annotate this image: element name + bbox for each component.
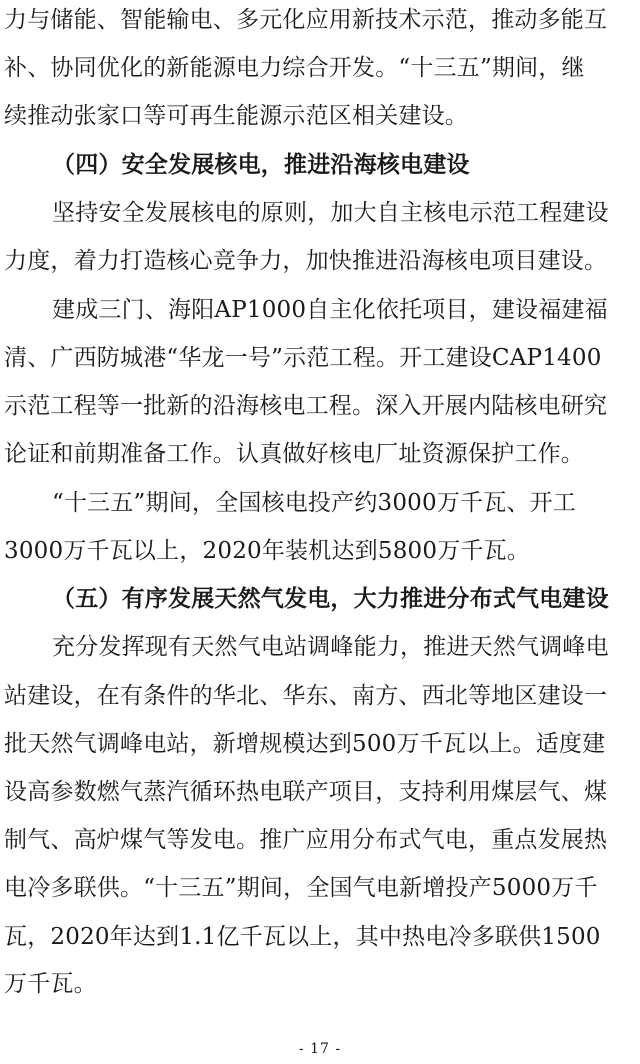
paragraph-line: 站建设，在有条件的华北、华东、南方、西北等地区建设一 xyxy=(4,683,608,709)
paragraph-line: 3000万千瓦以上，2020年装机达到5800万千瓦。 xyxy=(4,538,530,564)
paragraph-line: 清、广西防城港“华龙一号”示范工程。开工建设CAP1400 xyxy=(4,345,602,371)
paragraph-line: 力与储能、智能输电、多元化应用新技术示范，推动多能互 xyxy=(4,7,608,33)
paragraph-line: 制气、高炉煤气等发电。推广应用分布式气电，重点发展热 xyxy=(4,827,608,853)
paragraph-line: 充分发挥现有天然气电站调峰能力，推进天然气调峰电 xyxy=(52,634,609,660)
paragraph-line: 力度，着力打造核心竞争力，加快推进沿海核电项目建设。 xyxy=(4,248,608,274)
paragraph-line: 瓦，2020年达到1.1亿千瓦以上，其中热电冷多联供1500 xyxy=(4,924,601,950)
paragraph-line: 万千瓦。 xyxy=(4,971,97,997)
paragraph-line: 建成三门、海阳AP1000自主化依托项目，建设福建福 xyxy=(52,297,608,323)
paragraph-line: “十三五”期间，全国核电投产约3000万千瓦、开工 xyxy=(52,490,577,516)
paragraph-line: 论证和前期准备工作。认真做好核电厂址资源保护工作。 xyxy=(4,441,584,467)
paragraph-line: 示范工程等一批新的沿海核电工程。深入开展内陆核电研究 xyxy=(4,393,608,419)
section-heading: （五）有序发展天然气发电，大力推进分布式气电建设 xyxy=(52,585,609,612)
page-number: - 17 - xyxy=(298,1041,342,1057)
paragraph-line: 续推动张家口等可再生能源示范区相关建设。 xyxy=(4,103,468,129)
section-heading: （四）安全发展核电，推进沿海核电建设 xyxy=(52,151,470,178)
paragraph-line: 电冷多联供。“十三五”期间，全国气电新增投产5000万千 xyxy=(4,875,598,901)
paragraph-line: 设高参数燃气蒸汽循环热电联产项目，支持利用煤层气、煤 xyxy=(4,779,608,805)
paragraph-line: 批天然气调峰电站，新增规模达到500万千瓦以上。适度建 xyxy=(4,731,606,757)
paragraph-line: 补、协同优化的新能源电力综合开发。“十三五”期间，继 xyxy=(4,55,585,81)
paragraph-line: 坚持安全发展核电的原则，加大自主核电示范工程建设 xyxy=(52,200,609,226)
